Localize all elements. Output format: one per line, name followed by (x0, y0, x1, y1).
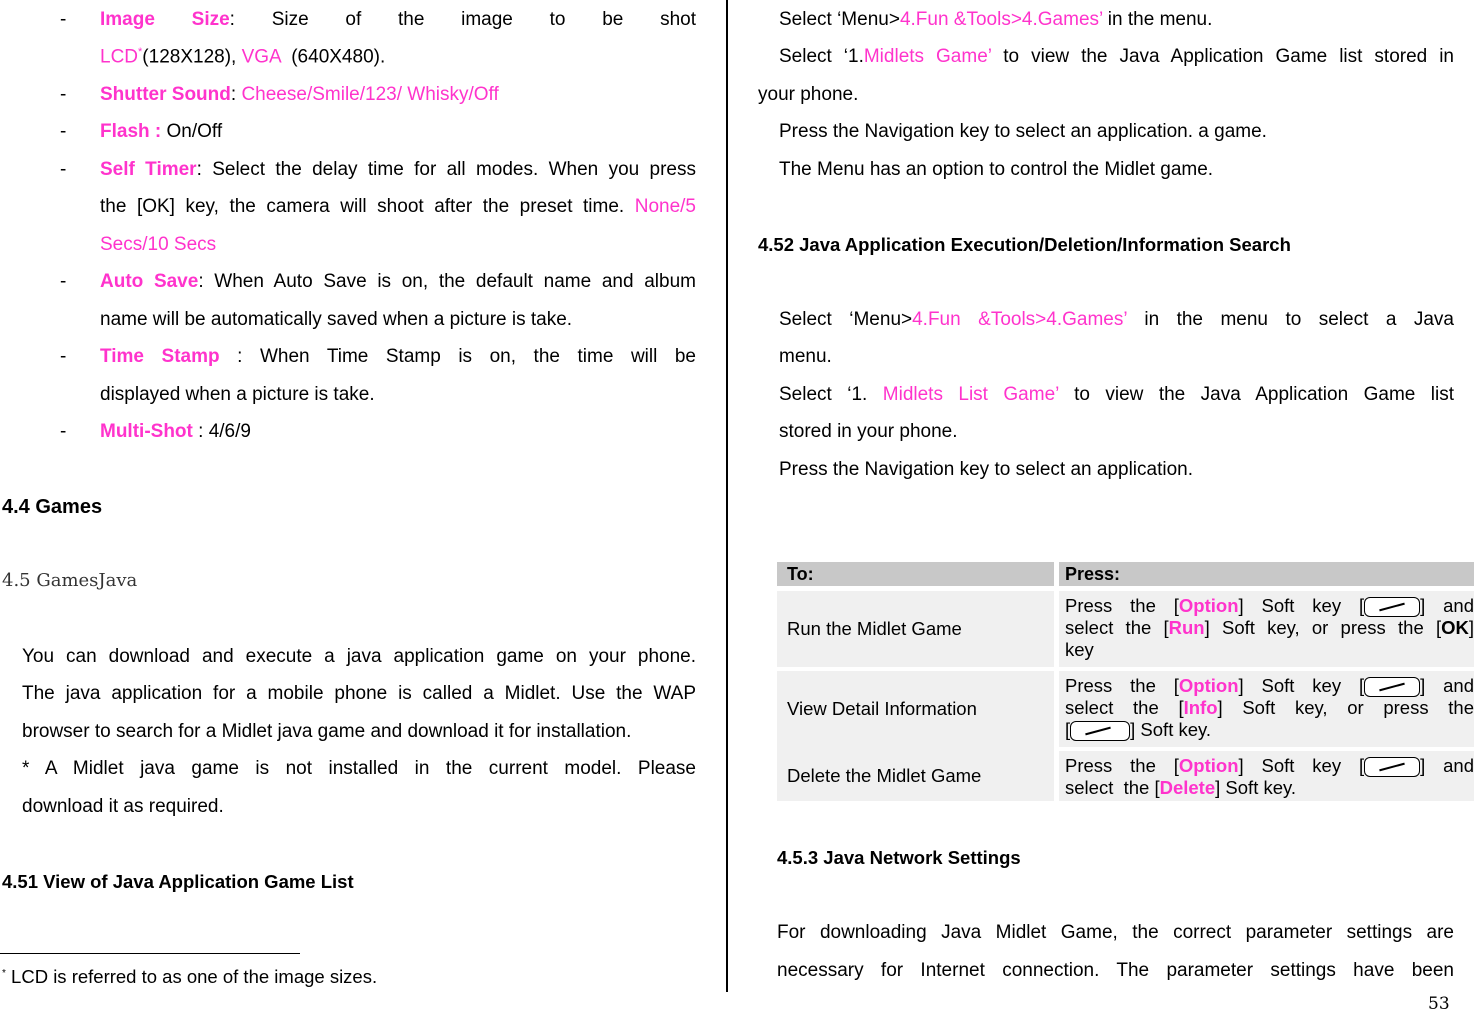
navigation-select-line: Press the Navigation key to select an application. (779, 459, 1194, 480)
midlets-list-line: Select ‘1. Midlets List Game’ to view the Java Application Game list (779, 384, 1454, 405)
soft-key-icon (1364, 677, 1420, 697)
bullet-dash: - (60, 346, 67, 367)
bullet-dash: - (60, 421, 67, 442)
bullet-dash: - (60, 121, 67, 142)
java-paragraph-line: You can download and execute a java application game on your phone. (22, 646, 696, 667)
time-stamp-line: Time Stamp : When Time Stamp is on, the time will be (100, 346, 696, 367)
time-stamp-line-2: displayed when a picture is take. (100, 384, 375, 405)
soft-key-icon (1364, 757, 1420, 777)
select-menu-line-2: menu. (779, 346, 832, 367)
column-divider (726, 0, 728, 992)
note-line: * A Midlet java game is not installed in the current model. Please (22, 758, 696, 779)
java-paragraph-line: The java application for a mobile phone is called a Midlet. Use the WAP (22, 683, 696, 704)
shutter-sound-line: Shutter Sound: Cheese/Smile/123/ Whisky/Off (100, 84, 499, 105)
section-heading-451: 4.51 View of Java Application Game List (2, 871, 354, 892)
page-number: 53 (1428, 994, 1450, 1014)
table-cell-to: Delete the Midlet Game (787, 765, 982, 786)
midlets-list-line-2: stored in your phone. (779, 421, 958, 442)
java-paragraph-line: browser to search for a Midlet java game and download it for installation. (22, 721, 632, 742)
footnote: * LCD is referred to as one of the image sizes. (2, 966, 378, 987)
image-size-values: LCD*(128X128), VGA (640X480). (100, 46, 386, 68)
auto-save-line-2: name will be automatically saved when a picture is take. (100, 309, 573, 330)
soft-key-icon (1364, 597, 1420, 617)
section-heading-453: 4.5.3 Java Network Settings (777, 847, 1021, 868)
table-cell-to: View Detail Information (787, 698, 977, 719)
table-cell-to: Run the Midlet Game (787, 618, 962, 639)
table-cell-press: Press the [Option] Soft key [ ] and select the [Info] Soft key, or press the [ ] Soft key. (1059, 671, 1474, 747)
table-cell-press: Press the [Option] Soft key [ ] and select the [Delete] Soft key. (1059, 751, 1474, 801)
menu-path-line: Select ‘Menu>4.Fun &Tools>4.Games’ in the menu. (779, 9, 1213, 30)
table-cell-press: Press the [Option] Soft key [ ] and select the [Run] Soft key, or press the [OK] key (1059, 591, 1474, 667)
footnote-divider (0, 953, 300, 954)
network-settings-line: necessary for Internet connection. The parameter settings have been (777, 960, 1454, 981)
table-header-press: Press: (1059, 562, 1474, 586)
table-row (777, 751, 1054, 801)
section-heading-java: 4.5 GamesJava (2, 570, 138, 591)
section-heading-452: 4.52 Java Application Execution/Deletion/Information Search (758, 234, 1291, 255)
bullet-dash: - (60, 9, 67, 30)
auto-save-line: Auto Save: When Auto Save is on, the default name and album (100, 271, 696, 292)
bullet-dash: - (60, 84, 67, 105)
self-timer-line-2: the [OK] key, the camera will shoot after the preset time. None/5 (100, 196, 696, 217)
flash-line: Flash : On/Off (100, 121, 223, 142)
multi-shot-line: Multi-Shot : 4/6/9 (100, 421, 251, 442)
table-row (777, 591, 1054, 667)
bullet-dash: - (60, 271, 67, 292)
table-header-to: To: (777, 562, 1054, 586)
navigation-line: Press the Navigation key to select an application. a game. (779, 121, 1267, 142)
network-settings-line: For downloading Java Midlet Game, the correct parameter settings are (777, 922, 1454, 943)
self-timer-values: Secs/10 Secs (100, 234, 217, 255)
bullet-dash: - (60, 159, 67, 180)
note-line: download it as required. (22, 796, 224, 817)
soft-key-icon (1070, 721, 1130, 741)
midlets-game-line: Select ‘1.Midlets Game’ to view the Java Application Game list stored in (779, 46, 1454, 67)
self-timer-line: Self Timer: Select the delay time for all modes. When you press (100, 159, 696, 180)
midlets-game-line-2: your phone. (758, 84, 859, 105)
menu-option-line: The Menu has an option to control the Midlet game. (779, 159, 1214, 180)
select-menu-line: Select ‘Menu>4.Fun &Tools>4.Games’ in the menu to select a Java (779, 309, 1454, 330)
image-size-line: Image Size: Size of the image to be shot (100, 9, 696, 30)
section-heading-games: 4.4 Games (2, 496, 103, 518)
